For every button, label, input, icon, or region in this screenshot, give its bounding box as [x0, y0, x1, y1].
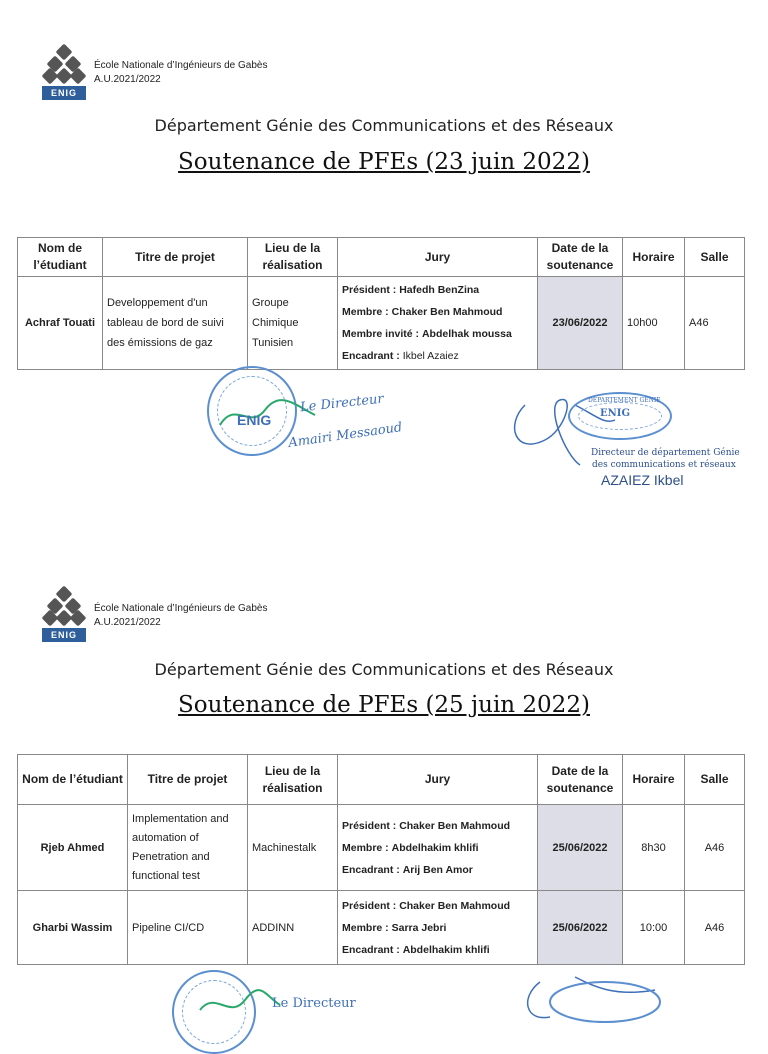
defense-room: A46	[685, 891, 745, 965]
student-name: Gharbi Wassim	[18, 891, 128, 965]
director-title-2: Le Directeur	[272, 996, 356, 1011]
department-stamp-label: DEPARTEMENT GÉNIE	[588, 397, 661, 404]
session-2-table	[17, 754, 745, 965]
place: ADDINN	[248, 891, 338, 965]
jury-line: Membre : Chaker Ben Mahmoud	[342, 306, 503, 318]
jury-line: Membre : Abdelhakim khlifi	[342, 841, 479, 854]
session-2-title: Soutenance de PFEs (25 juin 2022)	[178, 692, 590, 718]
place: Machinestalk	[248, 805, 338, 891]
project-title: Implementation and automation of Penetration and functional test	[128, 805, 248, 891]
enig-logo	[42, 44, 90, 100]
header-place: Lieu de la réalisation	[248, 238, 338, 277]
header-project: Titre de projet	[128, 755, 248, 805]
project-title: Developpement d'un tableau de bord de suivi des émissions de gaz	[103, 277, 248, 370]
jury-line: Président : Chaker Ben Mahmoud	[342, 899, 511, 912]
department-title-2: Département Génie des Communications et des Réseaux	[154, 660, 614, 679]
dept-head-title-line1: Directeur de département Génie	[591, 448, 740, 458]
table-header-row	[18, 755, 745, 805]
header-room: Salle	[685, 755, 745, 805]
academic-year-2: A.U.2021/2022	[94, 617, 161, 628]
director-name: Amairi Messaoud	[287, 420, 404, 451]
table-row	[18, 891, 745, 965]
jury-line: Encadrant : Abdelhakim khlifi	[342, 943, 490, 956]
jury-line: Membre : Sarra Jebri	[342, 921, 447, 934]
table-header-row	[18, 238, 745, 277]
school-name-2: École Nationale d’Ingénieurs de Gabès	[94, 603, 268, 614]
logo-label: ENIG	[42, 86, 86, 100]
academic-year: A.U.2021/2022	[94, 74, 161, 85]
session-1-title: Soutenance de PFEs (23 juin 2022)	[178, 149, 590, 175]
header-jury: Jury	[338, 238, 538, 277]
header-room: Salle	[685, 238, 745, 277]
dept-head-title-line2: des communications et réseaux	[592, 460, 736, 470]
dept-head-signature-2	[515, 972, 665, 1024]
school-name: École Nationale d’Ingénieurs de Gabès	[94, 60, 268, 71]
department-title: Département Génie des Communications et des Réseaux	[154, 116, 614, 135]
enig-logo-2	[42, 586, 90, 642]
jury-line: Encadrant : Ikbel Azaiez	[342, 350, 459, 362]
header-date: Date de la soutenance	[538, 755, 623, 805]
project-title: Pipeline CI/CD	[128, 891, 248, 965]
defense-date: 25/06/2022	[538, 891, 623, 965]
jury-line: Membre invité : Abdelhak moussa	[342, 328, 512, 340]
svg-text:ENIG: ENIG	[237, 412, 272, 428]
defense-time: 10h00	[623, 277, 685, 370]
jury-cell	[338, 277, 538, 370]
student-name: Achraf Touati	[18, 277, 103, 370]
jury-cell	[338, 805, 538, 891]
defense-time: 8h30	[623, 805, 685, 891]
department-stamp-text: ENIG	[600, 408, 630, 419]
header-jury: Jury	[338, 755, 538, 805]
jury-line: Président : Hafedh BenZina	[342, 284, 480, 296]
jury-cell	[338, 891, 538, 965]
defense-time: 10:00	[623, 891, 685, 965]
logo-label: ENIG	[42, 628, 86, 642]
session-1-table	[17, 237, 745, 370]
header-name: Nom de l’étudiant	[18, 755, 128, 805]
header-name: Nom de l’étudiant	[18, 238, 103, 277]
header-time: Horaire	[623, 755, 685, 805]
table-row	[18, 805, 745, 891]
jury-line: Encadrant : Arij Ben Amor	[342, 863, 473, 876]
defense-date: 23/06/2022	[538, 277, 623, 370]
table-row	[18, 277, 745, 370]
student-name: Rjeb Ahmed	[18, 805, 128, 891]
place: Groupe Chimique Tunisien	[248, 277, 338, 370]
defense-room: A46	[685, 805, 745, 891]
header-place: Lieu de la réalisation	[248, 755, 338, 805]
defense-date: 25/06/2022	[538, 805, 623, 891]
header-project: Titre de projet	[103, 238, 248, 277]
director-title: Le Directeur	[299, 391, 385, 416]
jury-line: Président : Chaker Ben Mahmoud	[342, 819, 511, 832]
dept-head-name: AZAIEZ Ikbel	[601, 472, 684, 488]
defense-room: A46	[685, 277, 745, 370]
header-date: Date de la soutenance	[538, 238, 623, 277]
header-time: Horaire	[623, 238, 685, 277]
